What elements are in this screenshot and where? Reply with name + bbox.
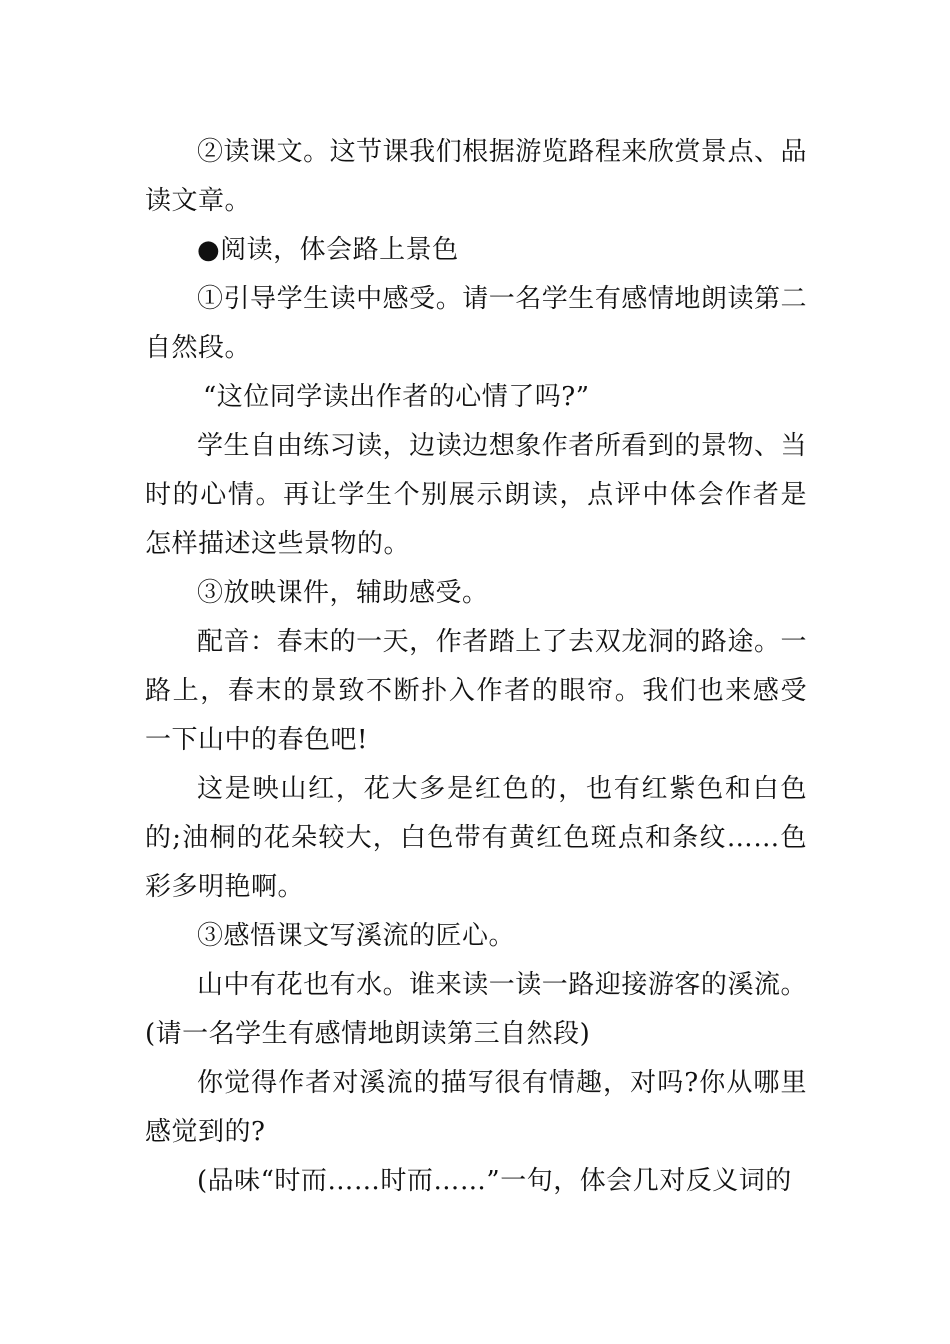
- paragraph-courseware: ③放映课件，辅助感受。: [197, 578, 489, 608]
- paragraph-read-text: ②读课文。这节课我们根据游览路程来欣赏景点、品读文章。: [145, 137, 807, 216]
- document-body: [145, 128, 807, 1206]
- paragraph-free-practice: 学生自由练习读，边读边想象作者所看到的景物、当时的心情。再让学生个别展示朗读，点评中体会作者是怎样描述这些景物的。: [145, 431, 807, 559]
- paragraph-question: “这位同学读出作者的心情了吗?”: [203, 382, 590, 412]
- paragraph-flowers: 这是映山红，花大多是红色的，也有红紫色和白色的;油桐的花朵较大，白色带有黄红色斑点和条纹……色彩多明艳啊。: [145, 774, 807, 902]
- paragraph-stream-reading: 山中有花也有水。谁来读一读一路迎接游客的溪流。(请一名学生有感情地朗读第三自然段): [145, 970, 807, 1049]
- paragraph-stream-heading: ③感悟课文写溪流的匠心。: [197, 921, 516, 951]
- paragraph-section-heading: ●阅读，体会路上景色: [197, 235, 459, 265]
- paragraph-antonyms: (品味“时而……时而……”一句，体会几对反义词的: [197, 1166, 792, 1196]
- paragraph-stream-question: 你觉得作者对溪流的描写很有情趣，对吗?你从哪里感觉到的?: [145, 1068, 807, 1147]
- paragraph-narration: 配音：春末的一天，作者踏上了去双龙洞的路途。一路上，春末的景致不断扑入作者的眼帘。我们也来感受一下山中的春色吧!: [145, 627, 807, 755]
- paragraph-guide-reading: ①引导学生读中感受。请一名学生有感情地朗读第二自然段。: [145, 284, 807, 363]
